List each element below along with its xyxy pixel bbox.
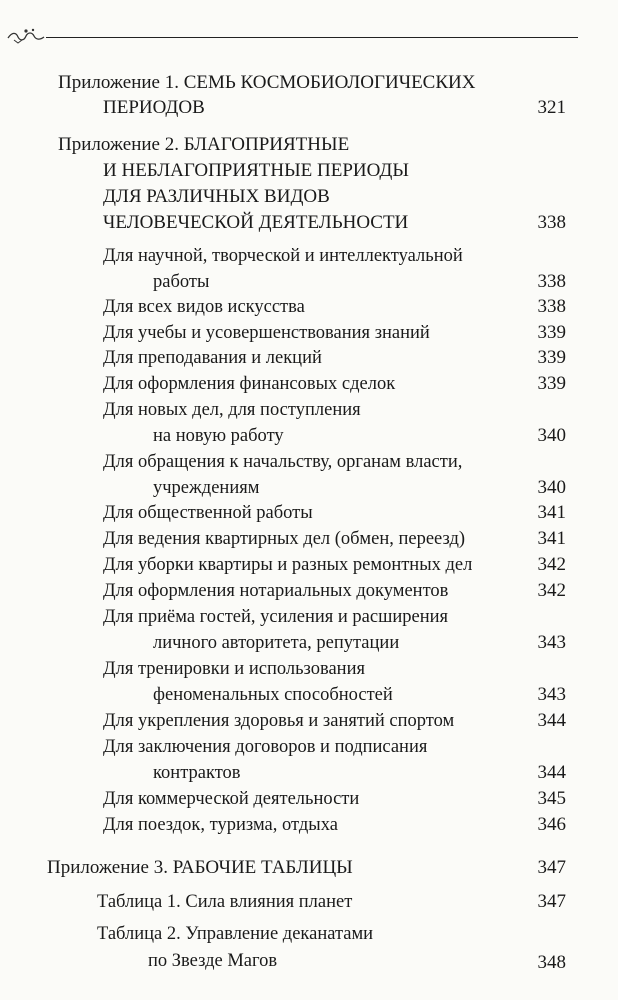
toc-subentry-line: контрактов [153, 763, 241, 783]
toc-page-number: 341 [537, 528, 566, 549]
toc-page-number: 340 [537, 425, 566, 446]
toc-subentry-line: Для заключения договоров и подписания [103, 737, 428, 757]
toc-page-number: 340 [537, 477, 566, 498]
toc-page-number: 347 [537, 857, 566, 878]
toc-subentry-line: Для укрепления здоровья и занятий спортом [103, 711, 455, 731]
flourish-ornament-icon [6, 26, 50, 46]
toc-page-number: 343 [537, 632, 566, 653]
toc-subentry-line: феноменальных способностей [153, 685, 393, 705]
toc-subentry-line: Для ведения квартирных дел (обмен, переезд) [103, 529, 466, 549]
toc-subentry-line: по Звезде Магов [148, 951, 278, 971]
toc-subentry-line: Для всех видов искусства [103, 297, 305, 317]
toc-subentry-line: Для оформления нотариальных документов [103, 581, 449, 601]
toc-subentry-line: Для учебы и усовершенствования знаний [103, 323, 430, 343]
toc-subentry-line: Для новых дел, для поступления [103, 400, 361, 420]
toc-page-number: 346 [537, 814, 566, 835]
toc-page-number: 338 [537, 212, 566, 233]
toc-subentry-line: Для тренировки и использования [103, 659, 365, 679]
toc-subentry-line: Таблица 2. Управление деканатами [97, 924, 374, 944]
toc-subentry-line: Для оформления финансовых сделок [103, 374, 396, 394]
toc-page-number: 342 [537, 580, 566, 601]
toc-entry-title-line: Приложение 2. БЛАГОПРИЯТНЫЕ [58, 134, 350, 155]
toc-subentry-line: учреждениям [153, 478, 260, 498]
toc-page-number: 344 [537, 762, 566, 783]
toc-subentry-line: на новую работу [153, 426, 284, 446]
toc-page-number: 348 [537, 952, 566, 973]
header-rule [46, 37, 578, 38]
toc-page-number: 321 [537, 97, 566, 118]
toc-subentry-line: личного авторитета, репутации [153, 633, 400, 653]
toc-page-number: 345 [537, 788, 566, 809]
toc-page-number: 347 [537, 891, 566, 912]
toc-page-number: 338 [537, 296, 566, 317]
toc-page-number: 338 [537, 271, 566, 292]
toc-subentry-line: Для уборки квартиры и разных ремонтных дел [103, 555, 473, 575]
toc-entry-title-line: ДЛЯ РАЗЛИЧНЫХ ВИДОВ [103, 186, 330, 207]
toc-subentry-line: Для преподавания и лекций [103, 348, 322, 368]
toc-subentry-line: работы [153, 272, 210, 292]
toc-page-number: 339 [537, 347, 566, 368]
toc-page-number: 341 [537, 502, 566, 523]
toc-entry-title-line: Приложение 3. РАБОЧИЕ ТАБЛИЦЫ [47, 857, 353, 878]
toc-page-number: 342 [537, 554, 566, 575]
toc-entry-title-line: ЧЕЛОВЕЧЕСКОЙ ДЕЯТЕЛЬНОСТИ [103, 212, 409, 233]
toc-subentry-line: Для коммерческой деятельности [103, 789, 360, 809]
toc-subentry-line: Для поездок, туризма, отдыха [103, 815, 338, 835]
toc-subentry-line: Для обращения к начальству, органам власти, [103, 452, 463, 472]
toc-entry-title-line: Приложение 1. СЕМЬ КОСМОБИОЛОГИЧЕСКИХ [58, 72, 476, 93]
toc-subentry-line: Для научной, творческой и интеллектуальной [103, 246, 463, 266]
toc-subentry-line: Для общественной работы [103, 503, 313, 523]
toc-page-number: 343 [537, 684, 566, 705]
toc-entry-title-line: И НЕБЛАГОПРИЯТНЫЕ ПЕРИОДЫ [103, 160, 409, 181]
toc-entry-title-line: ПЕРИОДОВ [103, 97, 205, 118]
toc-subentry-line: Для приёма гостей, усиления и расширения [103, 607, 449, 627]
toc-page-number: 339 [537, 322, 566, 343]
toc-page-number: 344 [537, 710, 566, 731]
toc-page-number: 339 [537, 373, 566, 394]
toc-subentry-line: Таблица 1. Сила влияния планет [97, 892, 353, 912]
